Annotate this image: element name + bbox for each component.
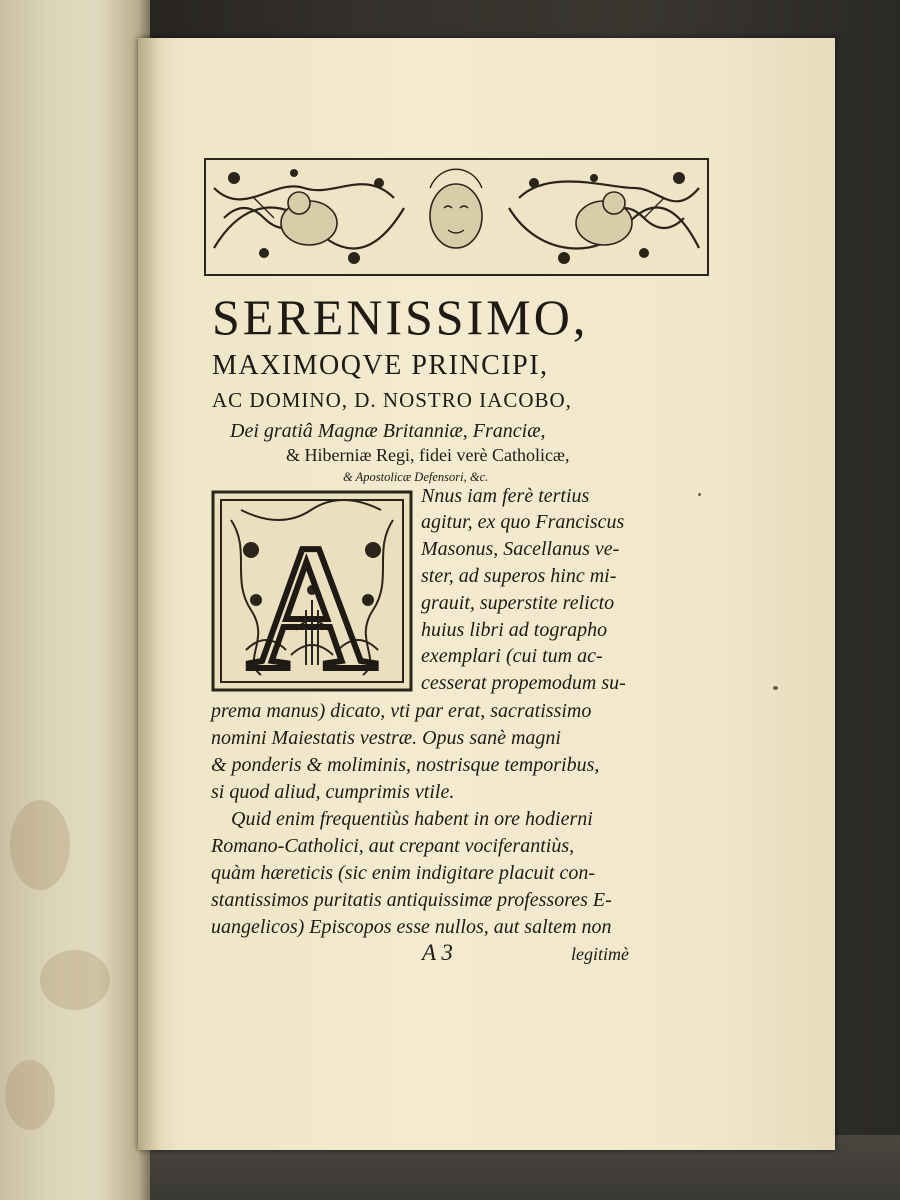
- dedication-title: SERENISSIMO,: [212, 289, 589, 345]
- foxing-stain: [40, 950, 110, 1010]
- page-gutter-shadow: [138, 38, 160, 1150]
- woodcut-initial-letter: [211, 490, 413, 692]
- paper-speck: [698, 493, 701, 496]
- text-line: & ponderis & moliminis, nostrisque temporibus,: [211, 754, 600, 776]
- catchword: legitimè: [571, 944, 629, 964]
- text-line: stantissimos puritatis antiquissimæ professores E-: [211, 889, 612, 911]
- signature-mark: A 3: [422, 940, 453, 965]
- text-line: grauit, superstite relicto: [421, 592, 615, 614]
- foxing-stain: [10, 800, 70, 890]
- text-line: huius libri ad tographo: [421, 619, 608, 641]
- dedication-subtitle: MAXIMOQVE PRINCIPI,: [212, 350, 549, 381]
- text-line: cesserat propemodum su-: [421, 672, 626, 694]
- dedication-titles-line: Dei gratiâ Magnæ Britanniæ, Franciæ,: [230, 420, 546, 442]
- dedication-titles-line: & Hiberniæ Regi, fidei verè Catholicæ,: [286, 445, 570, 465]
- text-line: Masonus, Sacellanus ve-: [421, 538, 620, 560]
- text-line: Nnus iam ferè tertius: [421, 485, 590, 507]
- dedication-titles-line: & Apostolicæ Defensori, &c.: [343, 470, 489, 484]
- text-line: uangelicos) Episcopos esse nullos, aut saltem non: [211, 916, 612, 938]
- text-line: nomini Maiestatis vestræ. Opus sanè magni: [211, 727, 561, 749]
- text-line: Quid enim frequentiùs habent in ore hodierni: [231, 808, 593, 830]
- text-line: exemplari (cui tum ac-: [421, 645, 603, 667]
- woodcut-headpiece-ornament: [204, 158, 709, 276]
- paper-speck: [773, 686, 778, 690]
- text-line: Romano-Catholici, aut crepant vociferantiùs,: [211, 835, 575, 857]
- text-line: prema manus) dicato, vti par erat, sacratissimo: [211, 700, 592, 722]
- book-page: [138, 38, 835, 1150]
- text-line: agitur, ex quo Franciscus: [421, 511, 625, 533]
- text-line: ster, ad superos hinc mi-: [421, 565, 617, 587]
- text-line: si quod aliud, cumprimis vtile.: [211, 781, 455, 803]
- foxing-stain: [5, 1060, 55, 1130]
- dedication-addressee: AC DOMINO, D. NOSTRO IACOBO,: [212, 388, 572, 412]
- text-line: quàm hæreticis (sic enim indigitare placuit con-: [211, 862, 596, 884]
- left-facing-leaf: [0, 0, 150, 1200]
- initial-letter-glyph: A: [247, 508, 377, 692]
